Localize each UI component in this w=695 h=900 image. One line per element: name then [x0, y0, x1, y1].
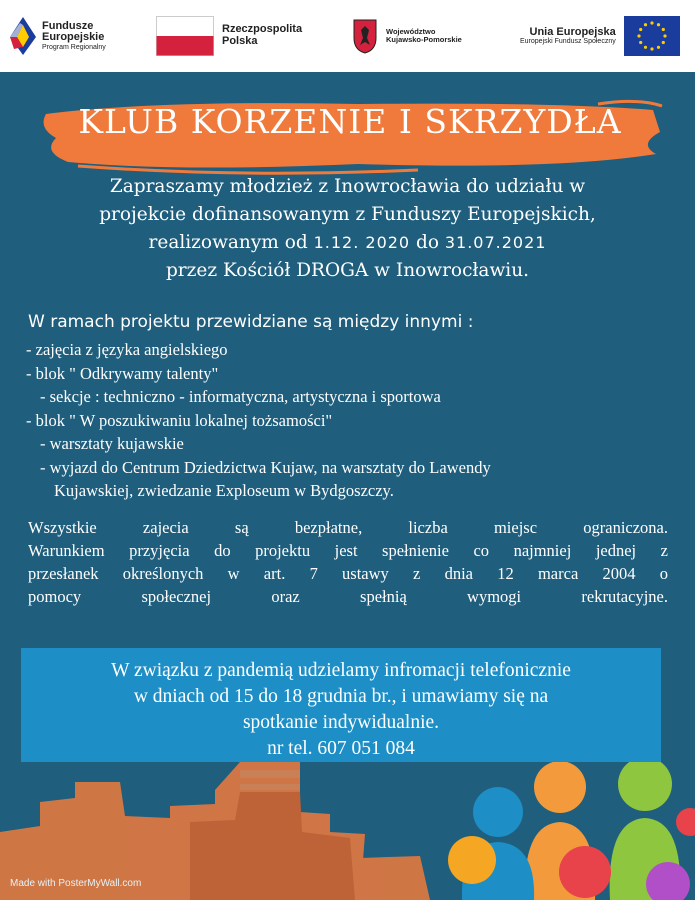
pandemic-notice-box: [21, 648, 661, 772]
info-paragraph: [28, 516, 668, 608]
ue-line1: Unia Europejska: [529, 25, 616, 38]
fundusze-europejskie-logo: [8, 10, 106, 62]
phone-number[interactable]: nr tel. 607 051 084: [267, 738, 415, 759]
list-item: - sekcje : techniczno - informatyczna, artystyczna i sportowa: [40, 387, 441, 406]
intro-line3-pre: realizowanym od: [148, 232, 314, 253]
list-item: - blok " Odkrywamy talenty": [26, 363, 219, 383]
poster-title: KLUB KORZENIE I SKRZYDŁA: [78, 102, 622, 141]
unia-europejska-logo: [520, 10, 680, 62]
program-heading: W ramach projektu przewidziane są między innymi :: [28, 312, 474, 332]
list-item: - blok " W poszukiwaniu lokalnej tożsamości": [26, 410, 333, 430]
intro-line1: Zapraszamy młodzież z Inowrocławia do udziału w: [109, 176, 586, 197]
rzeczpospolita-logo: [156, 10, 302, 62]
postermywall-credit: Made with PosterMyWall.com: [10, 878, 142, 889]
notice-line2: w dniach od 15 do 18 grudnia br., i umawiamy się na: [133, 686, 549, 707]
list-item: Kujawskiej, zwiedzanie Exploseum w Bydgoszczy.: [54, 481, 394, 500]
fundusze-star-icon: [8, 15, 38, 57]
date-to: 31.07.2021: [444, 233, 547, 252]
woj-line2: Kujawsko-Pomorskie: [386, 35, 462, 44]
intro-line2: projekcie dofinansowanym z Funduszy Europejskich,: [99, 204, 596, 225]
list-item: - wyjazd do Centrum Dziedzictwa Kujaw, na warsztaty do Lawendy: [40, 457, 491, 477]
fundusze-line3: Program Regionalny: [42, 43, 106, 51]
wojewodztwo-logo: [352, 10, 462, 62]
program-list: [26, 338, 666, 503]
rp-line1: Rzeczpospolita: [222, 23, 303, 36]
intro-line3: [30, 229, 665, 257]
fundusze-line1: Fundusze: [42, 19, 94, 32]
coat-of-arms-icon: [352, 18, 378, 54]
rp-line2: Polska: [222, 35, 258, 47]
info-line4: pomocy społecznej oraz spełnią wymogi rekrutacyjne.: [28, 587, 668, 606]
intro-text: [30, 173, 665, 285]
info-line3: przesłanek określonych w art. 7 ustawy z dnia 12 marca 2004 o: [28, 564, 668, 583]
notice-line3: spotkanie indywidualnie.: [242, 712, 440, 733]
info-line1: Wszystkie zajecia są bezpłatne, liczba miejsc ograniczona.: [28, 518, 668, 537]
notice-line1: W związku z pandemią udzielamy infromacji telefonicznie: [111, 660, 571, 681]
list-item: - zajęcia z języka angielskiego: [26, 340, 228, 359]
intro-line3-mid: do: [410, 232, 445, 253]
fundusze-line2: Europejskie: [42, 31, 105, 44]
polish-flag-icon: [156, 16, 214, 56]
poster: [0, 72, 695, 900]
intro-line4: przez Kościół DROGA w Inowrocławiu.: [165, 260, 530, 281]
list-item: - warsztaty kujawskie: [40, 434, 184, 453]
info-line2: Warunkiem przyjęcia do projektu jest spełnienie co najmniej jednej z: [28, 541, 668, 560]
eu-flag-icon: [624, 16, 680, 56]
date-from: 1.12. 2020: [313, 233, 411, 252]
woj-line1: Województwo: [386, 27, 436, 37]
logo-bar: [0, 0, 695, 72]
ue-line2: Europejski Fundusz Społeczny: [520, 38, 616, 46]
